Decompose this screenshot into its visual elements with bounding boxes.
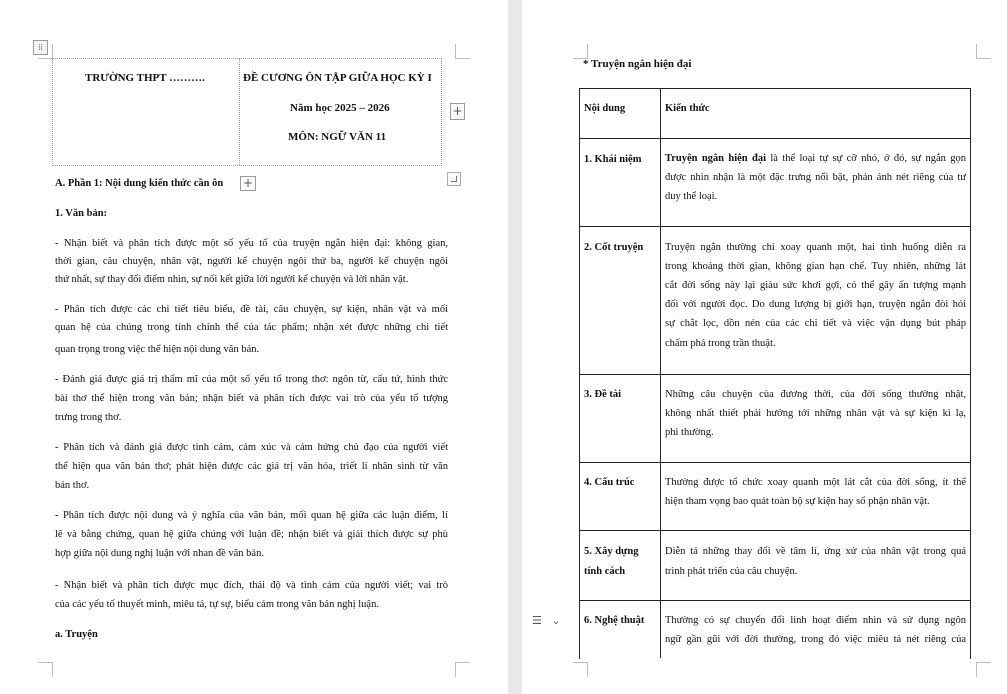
table-row-label: tính cách [584, 566, 626, 577]
school-name: TRƯỜNG THPT ………. [85, 72, 205, 84]
layout-options-button[interactable] [532, 614, 570, 630]
table-cell-line: chấm phá trong trần thuật. [665, 338, 776, 349]
page-margin-corner [455, 662, 470, 677]
bold-term: Truyện ngắn hiện đại [665, 153, 766, 164]
table-row-divider [579, 374, 971, 375]
table-column-divider [660, 88, 661, 658]
table-row-label: 5. Xây dựng [584, 546, 639, 557]
table-cell-line-rest: là thể loại tự sự cỡ nhỏ, ở đó, sự ngắn gọn [765, 153, 966, 164]
table-cell-line: phi thường. [665, 427, 714, 438]
table-row-label: 3. Đề tài [584, 389, 622, 400]
table-row-divider [579, 462, 971, 463]
document-title: ĐỀ CƯƠNG ÔN TẬP GIỮA HỌC KỲ I [243, 72, 432, 84]
table-row-label: 2. Cốt truyện [584, 242, 644, 253]
table-row-divider [579, 530, 971, 531]
table-cell-line: Những câu chuyện của đương thời, của đời sống thường nhật, [665, 389, 966, 400]
table-cell-line: ngữ gần gũi với đời thường, trong đó việc miêu tả nét riêng của [665, 634, 966, 645]
page-margin-corner [976, 662, 991, 677]
table-row-label: 4. Cấu trúc [584, 477, 635, 488]
table-cell-line: Diễn tả những thay đổi về tâm lí, ứng xử của nhân vật trong quá [665, 546, 966, 557]
table-cell-line: không nhất thiết phải hướng tới những nhân vật và sự kiện kì lạ, [665, 408, 966, 419]
table-resize-handle-icon[interactable] [447, 172, 461, 186]
paragraph-line: thể hiện qua văn bản thơ; phát hiện được các giá trị văn hóa, triết lí nhân sinh từ văn [55, 461, 448, 472]
table-header-content: Nội dung [584, 103, 626, 114]
table-cell-line: hiện tham vọng bao quát toàn bộ sự kiện hay số phận nhân vật. [665, 496, 930, 507]
paragraph-line: - Phân tích được các chi tiết tiêu biểu, đề tài, câu chuyện, sự kiện, nhân vật và mối [55, 304, 448, 315]
paragraph-line: - Nhận biết và phân tích được một số yếu tố của truyện ngắn hiện đại: không gian, [55, 238, 448, 249]
sub-heading: 1. Văn bản: [55, 208, 108, 219]
paragraph-line: quan trọng trong việc thể hiện nội dung văn bản. [55, 344, 260, 355]
page-margin-corner [573, 662, 588, 677]
paragraph-line: - Phân tích được nội dung và ý nghĩa của văn bản, mối quan hệ giữa các luận điểm, lí [55, 510, 448, 521]
table-cell-line: trình phát triển của câu chuyện. [665, 566, 798, 577]
table-column-divider [239, 59, 240, 165]
paragraph-line: bản thơ. [55, 480, 90, 491]
paragraph-line: hợp giữa nội dung nghị luận với nhan đề văn bản. [55, 548, 264, 559]
section-heading: A. Phần 1: Nội dung kiến thức cần ôn [55, 178, 224, 189]
table-cell-line: cắt đời sống này lại giàu sức khơi gợi, có thể gây ấn tượng mạnh [665, 280, 966, 291]
page-margin-corner [573, 44, 588, 59]
subsection-heading: a. Truyện [55, 629, 98, 640]
paragraph-line: lẽ và bằng chứng, quan hệ giữa chúng với luận đề; nhận biết và giải thích được sự phù [55, 529, 448, 540]
paragraph-line: của các yếu tố thuyết minh, miêu tả, tự sự, biểu cảm trong văn bản nghị luận. [55, 599, 379, 610]
paragraph-line: thứ nhất, sự thay đổi điểm nhìn, sự nối kết giữa lời người kể chuyện và lời nhân vật. [55, 274, 409, 285]
page-margin-corner [976, 44, 991, 59]
table-cell-line: Thường có sự chuyển đổi linh hoạt điểm nhìn và sử dụng ngôn [665, 615, 966, 626]
table-cell-line: trong khoảng thời gian, không gian hạn chế. Tuy nhiên, những lát [665, 261, 966, 272]
table-cell-line [665, 153, 966, 164]
section-title: * Truyện ngắn hiện đại [583, 58, 692, 70]
paragraph-line: thời gian, câu chuyện, nhân vật, người kể chuyện ngôi thứ ba, người kể chuyện ngôi [55, 256, 448, 267]
subject-name: MÔN: NGỮ VĂN 11 [288, 131, 387, 143]
layout-options-icon: ☰ [532, 614, 542, 627]
table-row-divider [579, 226, 971, 227]
school-year: Năm học 2025 – 2026 [290, 102, 390, 114]
page-margin-corner [455, 44, 470, 59]
paragraph-line: - Đánh giá được giá trị thẩm mĩ của một số yếu tố trong thơ: ngôn từ, cấu tứ, hình thức [55, 374, 448, 385]
paragraph-line: trưng trong thơ. [55, 412, 122, 423]
table-cell-line: sự chắt lọc, dồn nén của các chi tiết và việc vận dụng bút pháp [665, 318, 966, 329]
page-margin-corner [38, 662, 53, 677]
paragraph-line: - Nhận biết và phân tích được mục đích, thái độ và tình cảm của người viết; vai trò [55, 580, 448, 591]
table-header-knowledge: Kiến thức [665, 103, 710, 114]
table-cell-line: đối với người đọc. Do dung lượng bị giới hạn, truyện ngắn đòi hỏi [665, 299, 966, 310]
table-cell-line: Truyện ngắn thường chỉ xoay quanh một, hai tình huống diễn ra [665, 242, 966, 253]
table-cell-line: được nhìn nhận là một đặc trưng nổi bật, phản ánh nét riêng của tư [665, 172, 966, 183]
paragraph-line: quan hệ của chúng trong tính chỉnh thể của tác phẩm; nhận xét được những chi tiết [55, 322, 448, 333]
table-cell-line: duy thể loại. [665, 191, 718, 202]
paragraph-line: bài thơ thể hiện trong văn bản; nhận biết và phân tích được vai trò của yếu tố tượng [55, 393, 448, 404]
table-cell-line: Thường được tổ chức xoay quanh một lát cắt của đời sống, ít thể [665, 477, 966, 488]
add-column-button[interactable]: + [450, 103, 465, 120]
table-row-divider [579, 600, 971, 601]
table-row-label: 6. Nghệ thuật [584, 615, 645, 626]
chevron-down-icon: ⌄ [551, 614, 561, 627]
table-row-label: 1. Khái niệm [584, 154, 642, 165]
table-row-divider [579, 138, 971, 139]
paragraph-line: - Phân tích và đánh giá được tình cảm, cảm xúc và cảm hứng chủ đạo của người viết [55, 442, 448, 453]
add-row-button[interactable]: + [240, 176, 256, 191]
table-move-handle-icon[interactable]: ⁞⁞ [33, 40, 48, 55]
